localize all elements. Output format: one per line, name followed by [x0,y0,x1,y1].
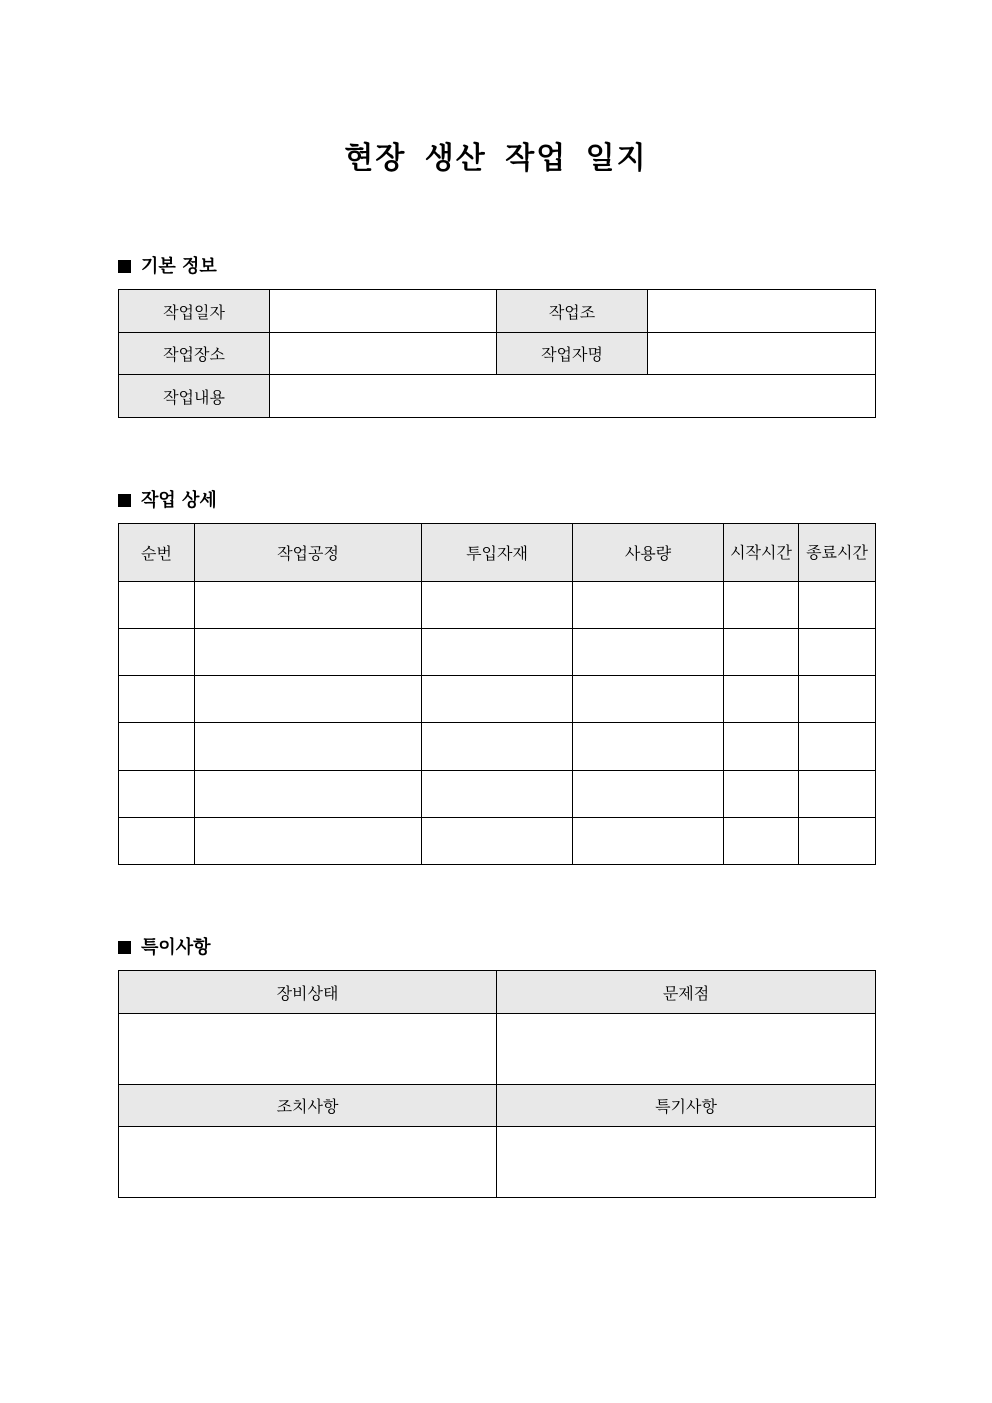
work-detail-table [118,523,876,865]
actions-label: 조치사항 [119,1085,497,1127]
table-cell[interactable] [799,676,876,723]
table-cell[interactable] [119,771,195,818]
table-cell[interactable] [799,818,876,865]
table-cell[interactable] [422,582,573,629]
table-cell[interactable] [724,818,799,865]
table-cell[interactable] [799,582,876,629]
table-row [119,629,876,676]
column-header-end-time: 종료시간 [799,524,876,582]
table-cell[interactable] [573,676,724,723]
table-cell[interactable] [724,582,799,629]
table-header-row [119,971,876,1014]
work-team-field[interactable] [648,290,876,333]
work-content-field[interactable] [270,375,876,418]
table-cell[interactable] [195,582,422,629]
section-heading-label: 기본 정보 [141,256,217,277]
work-team-label: 작업조 [497,290,648,333]
black-square-icon [118,260,131,273]
table-cell[interactable] [724,723,799,771]
table-row [119,771,876,818]
table-row [119,723,876,771]
table-cell[interactable] [119,723,195,771]
table-row [119,676,876,723]
table-cell[interactable] [422,676,573,723]
work-content-label: 작업내용 [119,375,270,418]
basic-info-table [118,289,876,418]
table-cell[interactable] [724,771,799,818]
column-header-process: 작업공정 [195,524,422,582]
table-cell[interactable] [573,582,724,629]
table-row [119,1127,876,1198]
column-header-start-time: 시작시간 [724,524,799,582]
work-site-field[interactable] [270,333,497,375]
table-cell[interactable] [573,629,724,676]
section-heading-basic [118,252,217,278]
table-cell[interactable] [195,676,422,723]
table-cell[interactable] [422,629,573,676]
table-cell[interactable] [422,723,573,771]
work-site-label: 작업장소 [119,333,270,375]
work-date-label: 작업일자 [119,290,270,333]
table-cell[interactable] [195,723,422,771]
table-row [119,290,876,333]
table-cell[interactable] [422,771,573,818]
actions-field[interactable] [119,1127,497,1198]
table-row [119,582,876,629]
equipment-status-field[interactable] [119,1014,497,1085]
table-cell[interactable] [195,771,422,818]
table-header-row [119,524,876,582]
problems-label: 문제점 [497,971,876,1014]
table-cell[interactable] [195,629,422,676]
table-cell[interactable] [119,582,195,629]
notes-table [118,970,876,1198]
table-cell[interactable] [799,723,876,771]
work-date-field[interactable] [270,290,497,333]
table-row [119,818,876,865]
column-header-usage: 사용량 [573,524,724,582]
table-cell[interactable] [119,818,195,865]
table-cell[interactable] [799,629,876,676]
table-row [119,333,876,375]
table-row [119,375,876,418]
table-cell[interactable] [119,676,195,723]
table-cell[interactable] [422,818,573,865]
black-square-icon [118,941,131,954]
problems-field[interactable] [497,1014,876,1085]
table-cell[interactable] [573,818,724,865]
table-cell[interactable] [119,629,195,676]
worker-name-label: 작업자명 [497,333,648,375]
black-square-icon [118,494,131,507]
table-cell[interactable] [195,818,422,865]
table-cell[interactable] [573,723,724,771]
table-cell[interactable] [724,629,799,676]
table-cell[interactable] [799,771,876,818]
worker-name-field[interactable] [648,333,876,375]
table-header-row [119,1085,876,1127]
section-heading-label: 특이사항 [141,937,211,958]
section-heading-notes [118,933,211,959]
remarks-label: 특기사항 [497,1085,876,1127]
column-header-seq: 순번 [119,524,195,582]
table-row [119,1014,876,1085]
column-header-material: 투입자재 [422,524,573,582]
table-cell[interactable] [573,771,724,818]
section-heading-label: 작업 상세 [141,490,217,511]
remarks-field[interactable] [497,1127,876,1198]
equipment-status-label: 장비상태 [119,971,497,1014]
page-title: 현장 생산 작업 일지 [344,141,648,176]
table-cell[interactable] [724,676,799,723]
section-heading-detail [118,486,217,512]
